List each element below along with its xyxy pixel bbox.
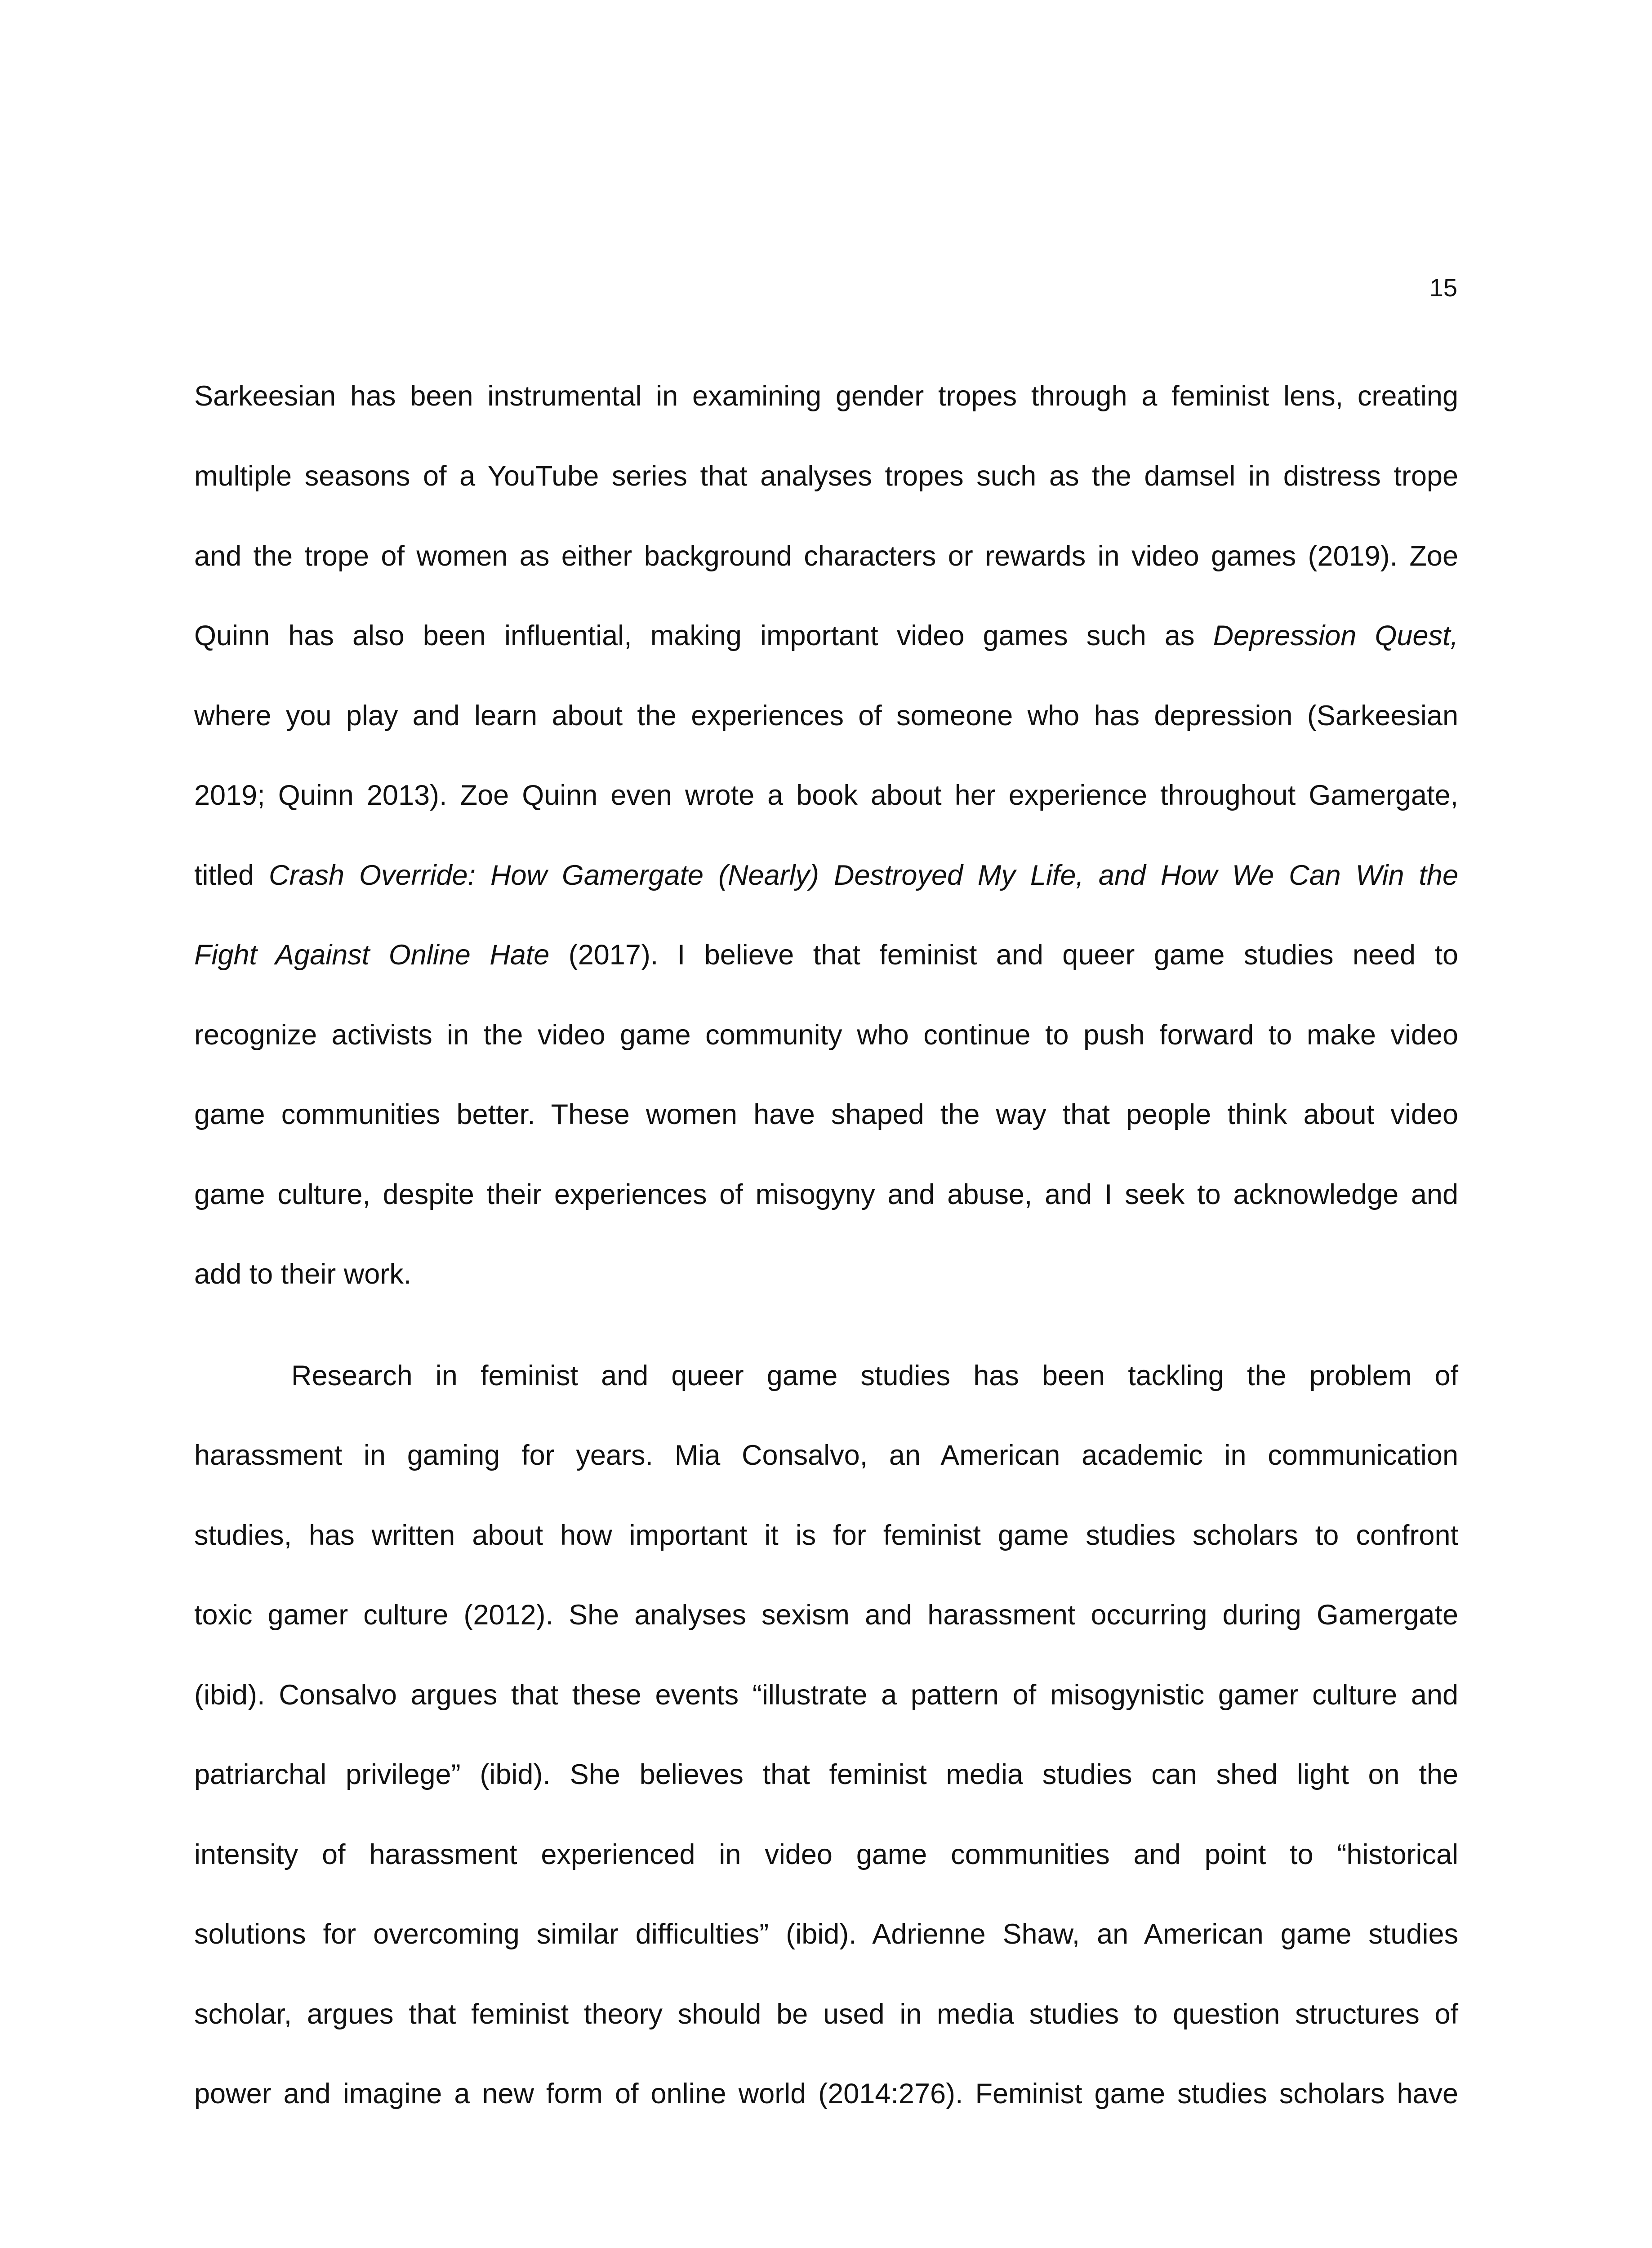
body-line <box>194 616 1458 656</box>
book-title-text: Fight Against Online Hate <box>194 939 550 971</box>
body-line <box>194 1675 1458 1715</box>
body-line <box>194 1834 1458 1875</box>
text-run: Sarkeesian has been instrumental in examining gender tropes through a feminist lens, creating <box>194 380 1458 412</box>
body-line <box>194 1435 1458 1476</box>
book-title-text: Crash Override: How Gamergate (Nearly) Destroyed My Life, and How We Can Win the <box>269 860 1458 891</box>
body-line <box>194 1254 411 1294</box>
body-line <box>194 456 1458 496</box>
body-line <box>194 935 1458 975</box>
body-line <box>194 1914 1458 1954</box>
body-line <box>194 1515 1458 1556</box>
text-run: game communities better. These women have shaped the way that people think about video <box>194 1099 1458 1130</box>
text-run: add to their work. <box>194 1258 412 1290</box>
body-line <box>194 1015 1458 1055</box>
text-run: power and imagine a new form of online world (2014:276). Feminist game studies scholars have <box>194 2078 1458 2110</box>
page-number: 15 <box>1429 273 1457 302</box>
body-line <box>194 1174 1458 1215</box>
text-run: 2019; Quinn 2013). Zoe Quinn even wrote a book about her experience throughout Gamergate, <box>194 780 1458 811</box>
text-run: studies, has written about how important it is for feminist game studies scholars to confront <box>194 1520 1458 1551</box>
body-line <box>194 536 1458 576</box>
text-run: multiple seasons of a YouTube series that analyses tropes such as the damsel in distress trope <box>194 460 1458 492</box>
text-run: and the trope of women as either background characters or rewards in video games (2019). Zoe <box>194 540 1458 572</box>
body-line <box>194 775 1458 816</box>
text-run: harassment in gaming for years. Mia Consalvo, an American academic in communication <box>194 1440 1458 1471</box>
text-run: scholar, argues that feminist theory should be used in media studies to question structures of <box>194 1998 1458 2030</box>
body-line <box>194 1094 1458 1135</box>
body-line <box>194 1754 1458 1795</box>
text-run: recognize activists in the video game community who continue to push forward to make video <box>194 1019 1458 1051</box>
text-run: toxic gamer culture (2012). She analyses sexism and harassment occurring during Gamergate <box>194 1599 1458 1631</box>
text-run: game culture, despite their experiences of misogyny and abuse, and I seek to acknowledge and <box>194 1179 1458 1210</box>
text-run: Research in feminist and queer game studies has been tackling the problem of <box>291 1360 1458 1392</box>
text-run: Quinn has also been influential, making important video games such as <box>194 620 1213 651</box>
body-line <box>194 376 1458 416</box>
text-run: solutions for overcoming similar difficulties” (ibid). Adrienne Shaw, an American game studies <box>194 1918 1458 1950</box>
text-run: patriarchal privilege” (ibid). She believes that feminist media studies can shed light on the <box>194 1759 1458 1790</box>
body-line <box>194 1595 1458 1635</box>
text-run: (ibid). Consalvo argues that these events “illustrate a pattern of misogynistic gamer culture and <box>194 1679 1458 1711</box>
text-run: titled <box>194 860 269 891</box>
book-title-text: Depression Quest, <box>1213 620 1458 651</box>
text-run: intensity of harassment experienced in video game communities and point to “historical <box>194 1839 1458 1870</box>
text-run: (2017). I believe that feminist and queer game studies need to <box>549 939 1458 971</box>
body-line <box>194 855 1458 896</box>
body-line <box>194 696 1458 736</box>
text-run: where you play and learn about the experiences of someone who has depression (Sarkeesian <box>194 700 1458 731</box>
body-line <box>194 1994 1458 2034</box>
body-line-paragraph-start <box>291 1356 1458 1396</box>
body-line <box>194 2074 1458 2114</box>
